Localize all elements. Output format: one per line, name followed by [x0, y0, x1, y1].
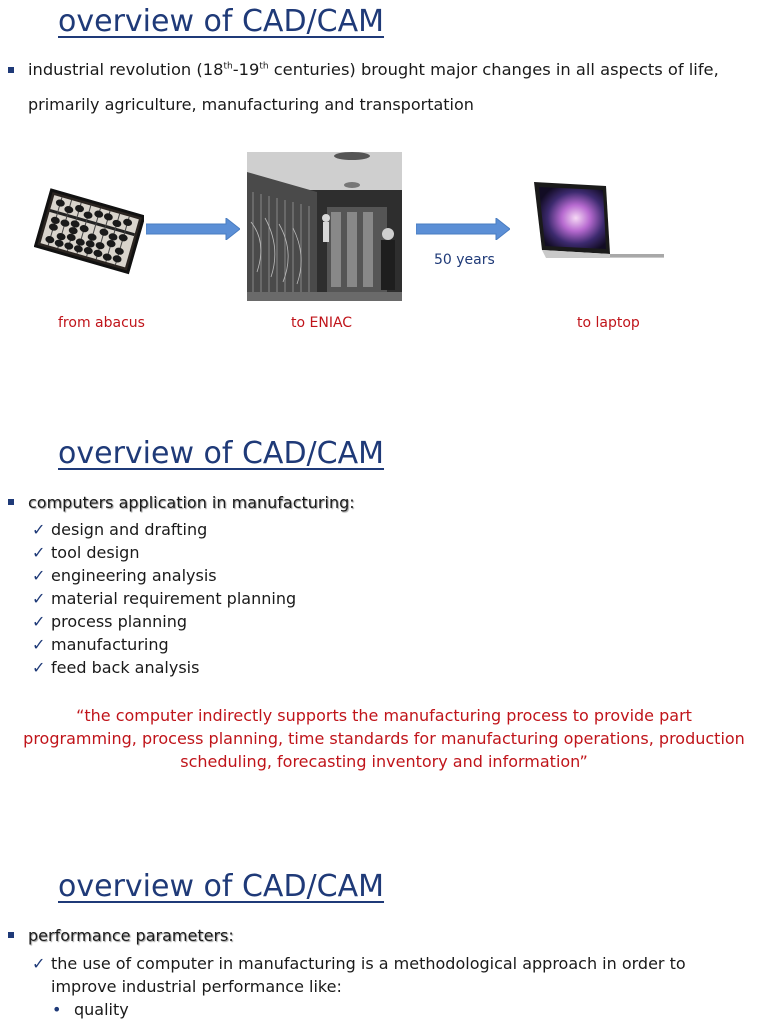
slide1-bullet-line1: industrial revolution (18th-19th centuries) brought major changes in all aspects of life,: [28, 60, 719, 79]
slide3-bullet: performance parameters:: [28, 926, 234, 945]
checkmark-icon: ✓: [32, 543, 46, 562]
dot-bullet-icon: •: [52, 1000, 62, 1019]
slide1-title: overview of CAD/CAM: [58, 4, 385, 39]
list-item-continuation: improve industrial performance like:: [51, 977, 342, 996]
abacus-image: [34, 180, 144, 280]
checkmark-icon: ✓: [32, 589, 46, 608]
quote-line: programming, process planning, time standards for manufacturing operations, production: [23, 729, 745, 748]
list-item: ✓ manufacturing: [32, 635, 169, 654]
list-item: ✓ tool design: [32, 543, 140, 562]
quote-line: scheduling, forecasting inventory and information”: [180, 752, 588, 771]
right-arrow-icon: [416, 218, 510, 240]
eniac-photo: [247, 152, 402, 301]
list-item: ✓ feed back analysis: [32, 658, 200, 677]
right-arrow-icon: [146, 218, 240, 240]
fifty-years-label: 50 years: [434, 252, 495, 268]
quote-line: “the computer indirectly supports the manufacturing process to provide part: [76, 706, 692, 725]
square-bullet-icon: [8, 932, 14, 938]
caption-abacus: from abacus: [58, 315, 145, 331]
list-item: ✓ material requirement planning: [32, 589, 297, 608]
list-item: ✓ engineering analysis: [32, 566, 217, 585]
checkmark-icon: ✓: [32, 612, 46, 631]
sub-list-item: • quality: [52, 1000, 129, 1019]
caption-eniac: to ENIAC: [291, 315, 353, 331]
checkmark-icon: ✓: [32, 520, 46, 539]
square-bullet-icon: [8, 499, 14, 505]
slide2-bullet: computers application in manufacturing:: [28, 493, 355, 512]
checkmark-icon: ✓: [32, 566, 46, 585]
list-item: ✓ process planning: [32, 612, 187, 631]
square-bullet-icon: [8, 67, 14, 73]
slide1-bullet-line2: primarily agriculture, manufacturing and transportation: [28, 95, 474, 114]
checkmark-icon: ✓: [32, 635, 46, 654]
list-item: ✓ design and drafting: [32, 520, 208, 539]
checkmark-icon: ✓: [32, 954, 46, 973]
list-item: ✓ the use of computer in manufacturing is a methodological approach in order to: [32, 954, 686, 973]
slide2-title: overview of CAD/CAM: [58, 436, 385, 471]
slide3-title: overview of CAD/CAM: [58, 869, 385, 904]
caption-laptop: to laptop: [577, 315, 640, 331]
laptop-image: [528, 180, 668, 262]
quote-block: [6, 704, 762, 773]
checkmark-icon: ✓: [32, 658, 46, 677]
